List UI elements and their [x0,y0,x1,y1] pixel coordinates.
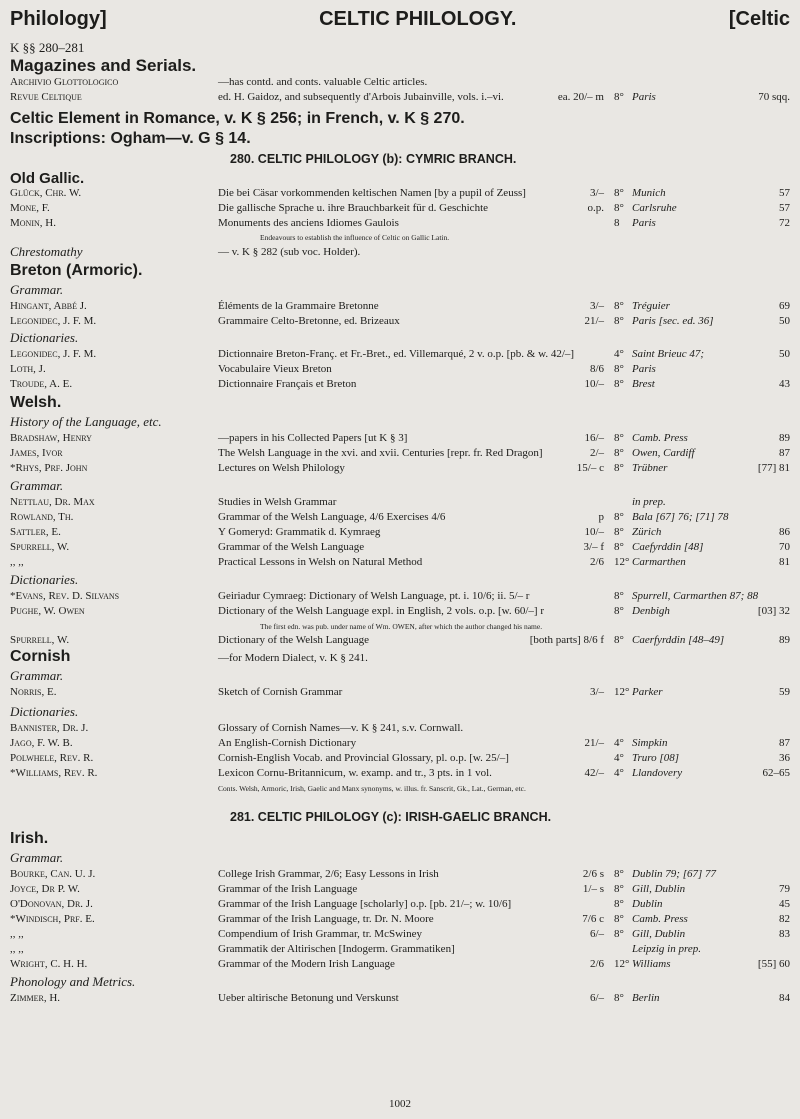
entry-format: 8° [614,992,624,1004]
entry-author: Spurrell, W. [10,634,70,646]
entry-date: 43 [779,378,790,390]
entry-price: 1/– s [582,883,604,895]
entry-format: 8° [614,187,624,199]
entry-row [10,511,790,526]
celtic-element-line: Celtic Element in Romance, v. K § 256; in French, v. K § 270. [10,110,465,127]
entry-date: 50 [779,315,790,327]
entry-publisher: Carlsruhe [632,202,677,214]
entry-author: Monin, H. [10,217,56,229]
entry-title: Glossary of Cornish Names—v. K § 241, s.v. Cornwall. [218,722,464,734]
entry-title: Practical Lessons in Welsh on Natural Method [218,556,423,568]
entry-format: 8° [614,432,624,444]
entry-publisher: Dublin 79; [67] 77 [632,868,717,880]
entry-title: Éléments de la Grammaire Bretonne [218,300,379,312]
entry-price: 2/6 s [582,868,604,880]
entry-author: Joyce, Dr P. W. [10,883,80,895]
entry-publisher: Carmarthen [632,556,686,568]
entry-row [10,634,790,649]
heading-breton: Breton (Armoric). [10,262,143,279]
entry-date: 57 [779,202,790,214]
entry-price: 3/– [589,686,604,698]
entry-row [10,76,790,91]
entry-format: 8° [614,462,624,474]
irish-grammar-label: Grammar. [10,850,64,865]
entry-row [10,363,790,378]
entry-row [10,958,790,973]
entry-date: 70 sqq. [758,91,790,103]
entry-author: *Rhys, Prf. John [10,462,88,474]
entry-publisher: Saint Brieuc 47; [632,348,705,360]
chrestomathy-label: Chrestomathy [10,244,83,259]
entry-author: Hingant, Abbé J. [10,300,87,312]
entry-publisher: Paris [sec. ed. 36] [632,315,714,327]
entry-row [10,556,790,571]
entry-date: 89 [779,432,790,444]
entry-format: 4° [614,348,624,360]
entry-author: Glück, Chr. W. [10,187,82,199]
entry-date: 36 [779,752,790,764]
entry-row [10,992,790,1007]
entry-row [10,943,790,958]
entry-row [10,752,790,767]
entry-author: Revue Celtique [10,91,82,103]
entry-author: Bannister, Dr. J. [10,722,89,734]
entry-row [10,767,790,782]
entry-format: 8° [614,883,624,895]
entry-author: O'Donovan, Dr. J. [10,898,93,910]
entry-date: 83 [779,928,790,940]
entry-author: Bourke, Can. U. J. [10,868,96,880]
entry-publisher: Brest [632,378,655,390]
entry-row [10,737,790,752]
entry-title: ed. H. Gaidoz, and subsequently d'Arbois Jubainville, vols. i.–vi. [218,91,504,103]
welsh-history-label: History of the Language, etc. [10,414,162,429]
inscriptions-line: Inscriptions: Ogham—v. G § 14. [10,130,251,147]
entry-author: Norris, E. [10,686,57,698]
entry-format: 4° [614,737,624,749]
entry-price: 7/6 c [582,913,604,925]
entry-publisher: Bala [67] 76; [71] 78 [632,511,729,523]
entry-row [10,462,790,477]
entry-date: 57 [779,187,790,199]
running-head-center: CELTIC PHILOLOGY. [319,8,517,30]
entry-author: Nettlau, Dr. Max [10,496,95,508]
entry-author: Pughe, W. Owen [10,605,85,617]
entry-row [10,217,790,232]
entry-author: ,, ,, [10,943,24,955]
entry-price: 10/– [584,378,604,390]
entry-date: 86 [779,526,790,538]
entry-title: Grammaire Celto-Bretonne, ed. Brizeaux [218,315,400,327]
entry-price: p [598,511,604,523]
entry-publisher: Zürich [632,526,662,538]
entry-price: 3/– [589,187,604,199]
entry-date: 84 [779,992,790,1004]
running-head-right: [Celtic [728,8,790,30]
entry-row [10,722,790,737]
entry-format: 8° [614,913,624,925]
page-number: 1002 [389,1098,411,1110]
entry-format: 8° [614,315,624,327]
entry-price: 3/– [589,300,604,312]
entry-date: 81 [779,556,790,568]
entry-row [10,526,790,541]
entry-date: 79 [779,883,790,895]
entry-price: ea. 20/– m [557,91,604,103]
entry-title: —has contd. and conts. valuable Celtic articles. [218,76,428,88]
entry-title: Grammar of the Irish Language [scholarly] o.p. [pb. 21/–; w. 10/6] [218,898,512,910]
entry-author: *Windisch, Prf. E. [10,913,95,925]
entry-publisher: Paris [632,91,656,103]
entry-title: Grammar of the Welsh Language [218,541,365,553]
entry-format: 4° [614,752,624,764]
entry-format: 8° [614,605,624,617]
entry-title: Die bei Cäsar vorkommenden keltischen Namen [by a pupil of Zeuss] [218,187,526,199]
entry-format: 12° [614,556,630,568]
entry-format: 8° [614,898,624,910]
entry-author: Archivio Glottologico [10,76,119,88]
entry-row [10,898,790,913]
entry-price: 2/– [589,447,604,459]
entry-publisher: Denbigh [632,605,670,617]
entry-row [10,496,790,511]
entry-format: 8° [614,526,624,538]
entry-title: Dictionary of the Welsh Language [218,634,370,646]
entry-title: Die gallische Sprache u. ihre Brauchbarkeit für d. Geschichte [218,202,489,214]
entry-title: Sketch of Cornish Grammar [218,686,343,698]
entry-author: *Evans, Rev. D. Silvans [10,590,120,602]
welsh-grammar-label: Grammar. [10,478,64,493]
entry-format: 8° [614,202,624,214]
entry-row [10,590,790,605]
entry-author: ,, ,, [10,928,24,940]
entry-author: Jago, F. W. B. [10,737,73,749]
entry-format: 8° [614,447,624,459]
entry-row [10,913,790,928]
entry-date: 59 [779,686,790,698]
entry-title: Grammatik der Altirischen [Indogerm. Grammatiken] [218,943,455,955]
entry-price: 21/– [584,315,604,327]
entry-publisher: Camb. Press [632,913,688,925]
entry-author: Polwhele, Rev. R. [10,752,94,764]
entry-row [10,202,790,217]
entry-row [10,686,790,701]
entry-publisher: Williams [632,958,671,970]
entry-price: 6/– [589,992,604,1004]
breton-grammar-label: Grammar. [10,282,64,297]
entry-publisher: Camb. Press [632,432,688,444]
entry-publisher: Paris [632,217,656,229]
entry-date: 45 [779,898,790,910]
entry-title: Y Gomeryd: Grammatik d. Kymraeg [218,526,381,538]
entry-row [10,541,790,556]
entry-date: 62–65 [762,767,790,779]
entry-author: Loth, J. [10,363,46,375]
entry-publisher: Trübner [632,462,668,474]
entry-row [10,378,790,393]
entry-date: 87 [779,447,790,459]
entry-price: 15/– c [576,462,604,474]
entry-price: 8/6 [589,363,604,375]
entry-author: Troude, A. E. [10,378,73,390]
entry-title: Grammar of the Irish Language [218,883,358,895]
entry-price: 10/– [584,526,604,538]
entry-publisher: Caerfyrddin [48–49] [632,634,725,646]
entry-price: 6/– [589,928,604,940]
entry-row [10,91,790,106]
entry-price: o.p. [587,202,604,214]
entry-format: 8° [614,634,624,646]
entry-date: 89 [779,634,790,646]
entry-publisher: Dublin [632,898,663,910]
entry-author: James, Ivor [10,447,63,459]
entry-format: 8° [614,511,624,523]
entry-title: Grammar of the Modern Irish Language [218,958,395,970]
entry-format: 8° [614,91,624,103]
entry-row [10,187,790,202]
entry-price: 16/– [584,432,604,444]
entry-price: 42/– [584,767,604,779]
entry-title: The Welsh Language in the xvi. and xvii. Centuries [repr. fr. Red Dragon] [218,447,543,459]
entry-date: [55] 60 [757,958,790,970]
entry-row [10,928,790,943]
entry-title: Dictionnaire Français et Breton [218,378,357,390]
entry-publisher: Spurrell, Carmarthen 87; 88 [632,590,759,602]
entry-row [10,605,790,620]
entry-row [10,315,790,330]
entry-row [10,883,790,898]
entry-author: *Williams, Rev. R. [10,767,98,779]
entry-author: Spurrell, W. [10,541,70,553]
entry-publisher: Paris [632,363,656,375]
entry-date: 82 [779,913,790,925]
entry-date: [03] 32 [757,605,790,617]
entry-price: 2/6 [589,958,604,970]
entry-format: 8° [614,300,624,312]
entry-author: ,, ,, [10,556,24,568]
entry-author: Legonidec, J. F. M. [10,315,97,327]
entry-title: Grammar of the Welsh Language, 4/6 Exercises 4/6 [218,511,446,523]
entry-date: 50 [779,348,790,360]
heading-welsh: Welsh. [10,394,62,411]
entry-price: 21/– [584,737,604,749]
entry-date: [77] 81 [757,462,790,474]
entry-publisher: Caefyrddin [48] [632,541,704,553]
entry-title: Lexicon Cornu-Britannicum, w. examp. and tr., 3 pts. in 1 vol. [218,767,492,779]
entry-title: An English-Cornish Dictionary [218,737,357,749]
entry-title: Studies in Welsh Grammar [218,496,337,508]
phonology-label: Phonology and Metrics. [10,974,136,989]
entry-title: Geiriadur Cymraeg: Dictionary of Welsh Language, pt. i. 10/6; ii. 5/– r [218,590,530,602]
entry-format: 8 [614,217,620,229]
entry-author: Legonidec, J. F. M. [10,348,97,360]
entry-row [10,300,790,315]
entry-price: 2/6 [589,556,604,568]
entry-title: Vocabulaire Vieux Breton [218,363,332,375]
cornish-modern-line: —for Modern Dialect, v. K § 241. [218,652,368,664]
entry-publisher: Owen, Cardiff [632,447,695,459]
entry-publisher: in prep. [632,496,666,508]
entry-publisher: Berlin [632,992,660,1004]
entry-author: Zimmer, H. [10,992,61,1004]
entry-format: 8° [614,928,624,940]
entry-author: Wright, C. H. H. [10,958,88,970]
branch-280-heading: 280. CELTIC PHILOLOGY (b): CYMRIC BRANCH. [230,152,517,166]
branch-281-heading: 281. CELTIC PHILOLOGY (c): IRISH-GAELIC BRANCH. [230,810,552,824]
entry-publisher: Gill, Dublin [632,883,686,895]
entry-format: 8° [614,378,624,390]
entry-date: 87 [779,737,790,749]
entry-author: Bradshaw, Henry [10,432,92,444]
entry-title: College Irish Grammar, 2/6; Easy Lessons in Irish [218,868,439,880]
cornish-grammar-label: Grammar. [10,668,64,683]
entry-row [10,868,790,883]
breton-dictionaries-label: Dictionaries. [10,330,79,345]
entry-publisher: Parker [632,686,663,698]
entry-format: 12° [614,958,630,970]
entry-date: 70 [779,541,790,553]
gallic-note: Endeavours to establish the influence of Celtic on Gallic Latin. [260,233,450,242]
entry-title: —papers in his Collected Papers [ut K § 3] [218,432,408,444]
entry-title: Dictionary of the Welsh Language expl. in English, 2 vols. o.p. [w. 60/–] r [218,605,544,617]
entry-publisher: Tréguier [632,300,670,312]
entry-price: 3/– f [583,541,604,553]
entry-title: Ueber altirische Betonung und Verskunst [218,992,399,1004]
entry-author: Rowland, Th. [10,511,74,523]
welsh-dictionaries-label: Dictionaries. [10,572,79,587]
entry-date: 69 [779,300,790,312]
entry-format: 8° [614,541,624,553]
cornish-dictionaries-label: Dictionaries. [10,704,79,719]
entry-publisher: Truro [08] [632,752,679,764]
entry-format: 12° [614,686,630,698]
heading-old-gallic: Old Gallic. [10,170,85,187]
entry-publisher: Llandovery [632,767,683,779]
williams-note: Conts. Welsh, Armoric, Irish, Gaelic and Manx synonyms, w. illus. fr. Sanscrit, Gk., Lat., German, etc. [218,784,526,793]
entry-format: 8° [614,868,624,880]
entry-publisher: Leipzig in prep. [632,943,701,955]
chrestomathy-text: — v. K § 282 (sub voc. Holder). [218,246,361,258]
entry-row [10,348,790,363]
heading-cornish: Cornish [10,648,71,665]
entry-publisher: Gill, Dublin [632,928,686,940]
entry-format: 8° [614,363,624,375]
running-head-left: Philology] [10,8,107,30]
pughe-note: The first edn. was pub. under name of Wm. OWEN, after which the author changed his name. [260,622,543,631]
entry-title: Grammar of the Irish Language, tr. Dr. N. Moore [218,913,434,925]
entry-row [10,432,790,447]
running-head [10,8,790,31]
entry-price: [both parts] 8/6 f [529,634,604,646]
entry-title: Lectures on Welsh Philology [218,462,345,474]
entry-title: Monuments des anciens Idiomes Gaulois [218,217,399,229]
entry-format: 4° [614,767,624,779]
entry-author: Sattler, E. [10,526,61,538]
entry-format: 8° [614,590,624,602]
entry-author: Mone, F. [10,202,50,214]
entry-title: Compendium of Irish Grammar, tr. McSwiney [218,928,422,940]
entry-row [10,447,790,462]
heading-irish: Irish. [10,830,49,847]
entry-title: Dictionnaire Breton-Franç. et Fr.-Bret., ed. Villemarqué, 2 v. o.p. [pb. & w. 42/–] [218,348,575,360]
entry-publisher: Simpkin [632,737,668,749]
entry-publisher: Munich [632,187,666,199]
entry-title: Cornish-English Vocab. and Provincial Glossary, pl. o.p. [w. 25/–] [218,752,509,764]
heading-magazines: Magazines and Serials. [10,56,197,75]
section-range: K §§ 280–281 [10,40,85,55]
entry-date: 72 [779,217,790,229]
